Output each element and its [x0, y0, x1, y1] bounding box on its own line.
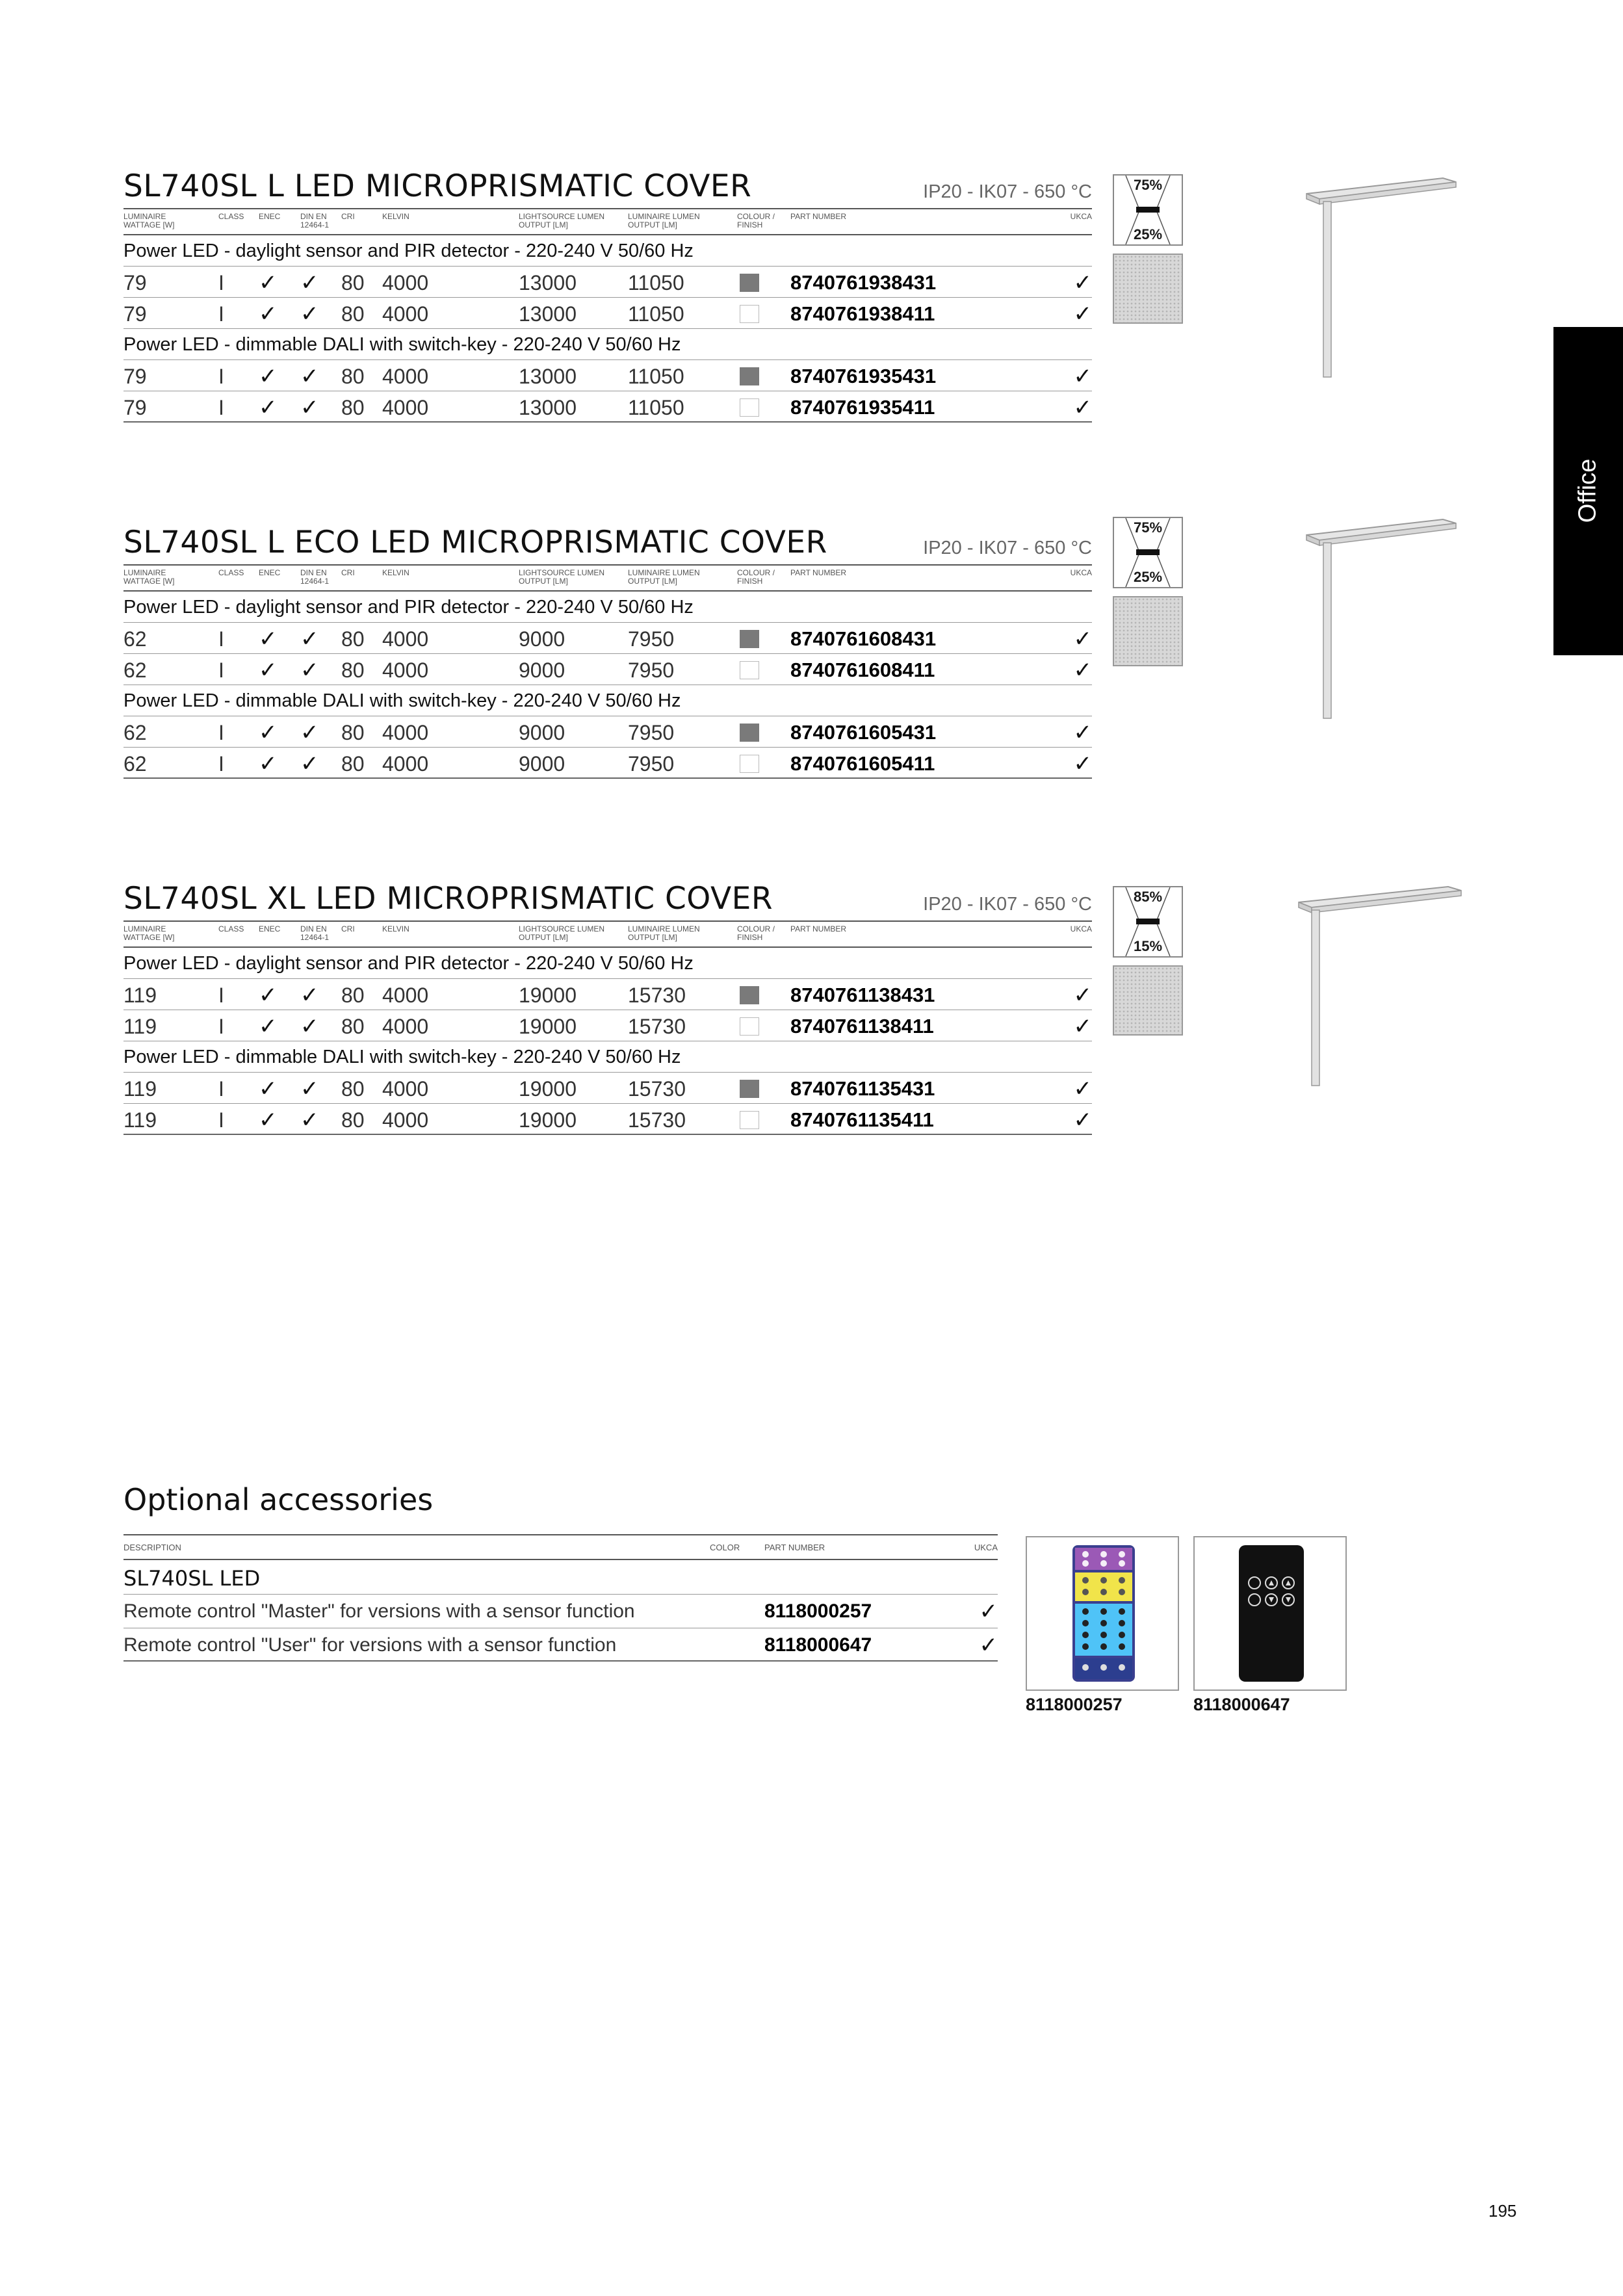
enec-check-icon: ✓ — [259, 270, 278, 295]
luminaire-lumen-cell: 7950 — [628, 721, 675, 744]
cri-cell: 80 — [341, 1108, 365, 1132]
wattage-cell: 62 — [123, 627, 147, 651]
col-luminaire-lumen: LUMINAIRE LUMEN OUTPUT [LM] — [628, 924, 700, 942]
din-check-icon: ✓ — [300, 1076, 319, 1101]
cri-cell: 80 — [341, 627, 365, 651]
col-din: DIN EN 12464-1 — [300, 212, 330, 229]
downlight-percentage: 25% — [1133, 569, 1163, 585]
enec-check-icon: ✓ — [259, 395, 278, 420]
kelvin-cell: 4000 — [382, 302, 429, 326]
luminaire-lumen-cell: 11050 — [628, 302, 684, 326]
light-distribution-icon — [1113, 174, 1183, 246]
ukca-check-icon: ✓ — [1073, 658, 1092, 683]
class-cell: I — [218, 659, 224, 682]
ukca-check-icon: ✓ — [1073, 1108, 1092, 1132]
section-title: SL740SL XL LED MICROPRISMATIC COVER — [123, 881, 773, 917]
colour-swatch — [740, 724, 759, 742]
group-label: Power LED - dimmable DALI with switch-key - 220-240 V 50/60 Hz — [123, 685, 1092, 716]
lightsource-lumen-cell: 19000 — [519, 1077, 577, 1101]
din-check-icon: ✓ — [300, 395, 319, 420]
colour-swatch — [740, 367, 759, 385]
table-header — [123, 564, 1092, 592]
lightsource-lumen-cell: 13000 — [519, 365, 577, 388]
colour-swatch — [740, 274, 759, 292]
cri-cell: 80 — [341, 271, 365, 294]
table-row[interactable] — [123, 391, 1092, 423]
din-check-icon: ✓ — [300, 720, 319, 745]
wattage-cell: 79 — [123, 271, 147, 294]
lightsource-lumen-cell: 19000 — [519, 1015, 577, 1038]
col-part-number: PART NUMBER — [764, 1543, 825, 1552]
product-section — [123, 880, 1092, 1135]
enec-check-icon: ✓ — [259, 302, 278, 326]
section-title-row — [123, 168, 1092, 208]
wattage-cell: 79 — [123, 396, 147, 419]
remote-user-caption: 8118000647 — [1193, 1695, 1290, 1714]
remote-user-icon — [1195, 1537, 1345, 1689]
colour-swatch — [740, 1080, 759, 1098]
colour-swatch — [740, 398, 759, 417]
group-label: Power LED - daylight sensor and PIR detector - 220-240 V 50/60 Hz — [123, 235, 1092, 267]
col-colour: COLOUR / FINISH — [737, 924, 775, 942]
group-label: Power LED - dimmable DALI with switch-key - 220-240 V 50/60 Hz — [123, 1041, 1092, 1073]
part-number-cell: 8740761935411 — [790, 396, 935, 419]
part-number-cell: 8740761605411 — [790, 752, 935, 775]
lightsource-lumen-cell: 9000 — [519, 721, 565, 744]
kelvin-cell: 4000 — [382, 721, 429, 744]
col-class: CLASS — [218, 924, 244, 933]
part-number-cell: 8740761605431 — [790, 721, 937, 744]
group-label: Power LED - daylight sensor and PIR detector - 220-240 V 50/60 Hz — [123, 592, 1092, 623]
col-enec: ENEC — [259, 212, 281, 221]
luminaire-lumen-cell: 15730 — [628, 984, 686, 1007]
col-cri: CRI — [341, 568, 355, 577]
lightsource-lumen-cell: 19000 — [519, 1108, 577, 1132]
col-ukca: UKCA — [974, 1543, 998, 1552]
kelvin-cell: 4000 — [382, 1015, 429, 1038]
lightsource-lumen-cell: 13000 — [519, 271, 577, 294]
lightsource-lumen-cell: 9000 — [519, 627, 565, 651]
remote-master-image — [1026, 1536, 1179, 1691]
remote-user-image — [1193, 1536, 1347, 1691]
cri-cell: 80 — [341, 1015, 365, 1038]
table-row[interactable] — [123, 623, 1092, 654]
accessory-part-number: 8118000647 — [764, 1634, 872, 1656]
din-check-icon: ✓ — [300, 1014, 319, 1039]
enec-check-icon: ✓ — [259, 720, 278, 745]
luminaire-lumen-cell: 15730 — [628, 1108, 686, 1132]
downlight-percentage: 15% — [1133, 938, 1163, 954]
cri-cell: 80 — [341, 365, 365, 388]
accessories-header — [123, 1534, 998, 1560]
spec-rating: IP20 - IK07 - 650 °C — [923, 181, 1092, 202]
cri-cell: 80 — [341, 659, 365, 682]
wattage-cell: 119 — [123, 1015, 157, 1038]
table-row[interactable] — [123, 298, 1092, 329]
enec-check-icon: ✓ — [259, 983, 278, 1008]
light-distribution-icon — [1113, 517, 1183, 588]
cri-cell: 80 — [341, 984, 365, 1007]
col-ukca: UKCA — [1070, 568, 1092, 577]
table-row[interactable] — [123, 979, 1092, 1010]
kelvin-cell: 4000 — [382, 984, 429, 1007]
enec-check-icon: ✓ — [259, 1014, 278, 1039]
floor-lamp-icon — [1300, 517, 1462, 728]
light-distribution-icon — [1113, 886, 1183, 958]
section-title: SL740SL L ECO LED MICROPRISMATIC COVER — [123, 525, 827, 560]
part-number-cell: 8740761608431 — [790, 627, 937, 650]
col-lightsource-lumen: LIGHTSOURCE LUMEN OUTPUT [LM] — [519, 924, 605, 942]
class-cell: I — [218, 627, 224, 651]
cri-cell: 80 — [341, 1077, 365, 1101]
ukca-check-icon: ✓ — [979, 1599, 998, 1624]
class-cell: I — [218, 1108, 224, 1132]
luminaire-lumen-cell: 7950 — [628, 752, 675, 776]
col-colour: COLOUR / FINISH — [737, 212, 775, 229]
luminaire-lumen-cell: 15730 — [628, 1015, 686, 1038]
colour-swatch — [740, 1111, 759, 1129]
table-row[interactable] — [123, 360, 1092, 391]
cri-cell: 80 — [341, 302, 365, 326]
section-title: SL740SL L LED MICROPRISMATIC COVER — [123, 168, 752, 204]
part-number-cell: 8740761938431 — [790, 271, 937, 294]
uplight-percentage: 85% — [1133, 889, 1163, 905]
col-enec: ENEC — [259, 924, 281, 933]
colour-swatch — [740, 986, 759, 1004]
wattage-cell: 79 — [123, 365, 147, 388]
lightsource-lumen-cell: 13000 — [519, 302, 577, 326]
accessories-title: Optional accessories — [123, 1482, 434, 1517]
kelvin-cell: 4000 — [382, 365, 429, 388]
kelvin-cell: 4000 — [382, 659, 429, 682]
section-title-row — [123, 524, 1092, 564]
lightsource-lumen-cell: 13000 — [519, 396, 577, 419]
product-section — [123, 524, 1092, 779]
luminaire-lumen-cell: 7950 — [628, 627, 675, 651]
din-check-icon: ✓ — [300, 302, 319, 326]
col-wattage: LUMINAIRE WATTAGE [W] — [123, 924, 175, 942]
class-cell: I — [218, 396, 224, 419]
col-description: DESCRIPTION — [123, 1543, 181, 1552]
accessory-row[interactable] — [123, 1594, 998, 1628]
enec-check-icon: ✓ — [259, 1108, 278, 1132]
col-enec: ENEC — [259, 568, 281, 577]
part-number-cell: 8740761935431 — [790, 365, 937, 387]
class-cell: I — [218, 1015, 224, 1038]
din-check-icon: ✓ — [300, 983, 319, 1008]
colour-swatch — [740, 630, 759, 648]
downlight-percentage: 25% — [1133, 226, 1163, 242]
wattage-cell: 119 — [123, 1108, 157, 1132]
wattage-cell: 119 — [123, 984, 157, 1007]
enec-check-icon: ✓ — [259, 658, 278, 683]
ukca-check-icon: ✓ — [1073, 395, 1092, 420]
part-number-cell: 8740761938411 — [790, 302, 935, 325]
kelvin-cell: 4000 — [382, 627, 429, 651]
page-number: 195 — [1488, 2201, 1517, 2221]
col-kelvin: KELVIN — [382, 924, 409, 933]
class-cell: I — [218, 1077, 224, 1101]
part-number-cell: 8740761608411 — [790, 659, 935, 681]
col-wattage: LUMINAIRE WATTAGE [W] — [123, 212, 175, 229]
col-colour: COLOUR / FINISH — [737, 568, 775, 586]
ukca-check-icon: ✓ — [1073, 627, 1092, 651]
part-number-cell: 8740761135431 — [790, 1077, 935, 1100]
table-row[interactable] — [123, 716, 1092, 748]
col-cri: CRI — [341, 212, 355, 221]
uplight-percentage: 75% — [1133, 177, 1163, 193]
luminaire-lumen-cell: 7950 — [628, 659, 675, 682]
class-cell: I — [218, 721, 224, 744]
class-cell: I — [218, 984, 224, 1007]
microprismatic-cover-swatch — [1113, 965, 1183, 1036]
wattage-cell: 62 — [123, 721, 147, 744]
spec-rating: IP20 - IK07 - 650 °C — [923, 894, 1092, 915]
accessory-description: Remote control "User" for versions with a sensor function — [123, 1634, 617, 1656]
din-check-icon: ✓ — [300, 364, 319, 389]
accessories-group-label: SL740SL LED — [123, 1566, 261, 1591]
remote-master-icon — [1027, 1537, 1178, 1689]
col-lightsource-lumen: LIGHTSOURCE LUMEN OUTPUT [LM] — [519, 568, 605, 586]
enec-check-icon: ✓ — [259, 627, 278, 651]
col-wattage: LUMINAIRE WATTAGE [W] — [123, 568, 175, 586]
spec-rating: IP20 - IK07 - 650 °C — [923, 538, 1092, 558]
din-check-icon: ✓ — [300, 1108, 319, 1132]
col-ukca: UKCA — [1070, 212, 1092, 221]
group-label: Power LED - dimmable DALI with switch-key - 220-240 V 50/60 Hz — [123, 329, 1092, 360]
class-cell: I — [218, 752, 224, 776]
accessories-section — [123, 1482, 998, 1662]
col-luminaire-lumen: LUMINAIRE LUMEN OUTPUT [LM] — [628, 568, 700, 586]
col-part-number: PART NUMBER — [790, 212, 847, 221]
table-row[interactable] — [123, 748, 1092, 779]
enec-check-icon: ✓ — [259, 751, 278, 776]
col-class: CLASS — [218, 212, 244, 221]
ukca-check-icon: ✓ — [1073, 983, 1092, 1008]
wattage-cell: 62 — [123, 659, 147, 682]
accessory-description: Remote control "Master" for versions with a sensor function — [123, 1600, 635, 1622]
microprismatic-cover-swatch — [1113, 254, 1183, 324]
col-class: CLASS — [218, 568, 244, 577]
din-check-icon: ✓ — [300, 658, 319, 683]
floor-lamp-icon — [1292, 884, 1468, 1095]
colour-swatch — [740, 305, 759, 323]
lightsource-lumen-cell: 9000 — [519, 752, 565, 776]
table-row[interactable] — [123, 1104, 1092, 1135]
wattage-cell: 62 — [123, 752, 147, 776]
ukca-check-icon: ✓ — [1073, 364, 1092, 389]
part-number-cell: 8740761138431 — [790, 984, 935, 1006]
uplight-percentage: 75% — [1133, 519, 1163, 536]
colour-swatch — [740, 1017, 759, 1036]
col-color: COLOR — [710, 1543, 740, 1552]
col-cri: CRI — [341, 924, 355, 933]
col-kelvin: KELVIN — [382, 212, 409, 221]
wattage-cell: 79 — [123, 302, 147, 326]
lightsource-lumen-cell: 9000 — [519, 659, 565, 682]
luminaire-lumen-cell: 15730 — [628, 1077, 686, 1101]
colour-swatch — [740, 661, 759, 679]
section-title-row — [123, 880, 1092, 920]
col-ukca: UKCA — [1070, 924, 1092, 933]
kelvin-cell: 4000 — [382, 1108, 429, 1132]
wattage-cell: 119 — [123, 1077, 157, 1101]
luminaire-lumen-cell: 11050 — [628, 365, 684, 388]
floor-lamp-icon — [1300, 176, 1462, 387]
ukca-check-icon: ✓ — [1073, 751, 1092, 776]
cri-cell: 80 — [341, 752, 365, 776]
part-number-cell: 8740761135411 — [790, 1108, 934, 1131]
ukca-check-icon: ✓ — [1073, 1014, 1092, 1039]
col-din: DIN EN 12464-1 — [300, 924, 330, 942]
col-luminaire-lumen: LUMINAIRE LUMEN OUTPUT [LM] — [628, 212, 700, 229]
remote-master-caption: 8118000257 — [1026, 1695, 1123, 1714]
side-tab-office[interactable] — [1553, 327, 1623, 655]
cri-cell: 80 — [341, 721, 365, 744]
group-label: Power LED - daylight sensor and PIR detector - 220-240 V 50/60 Hz — [123, 948, 1092, 979]
accessory-part-number: 8118000257 — [764, 1600, 872, 1622]
col-din: DIN EN 12464-1 — [300, 568, 330, 586]
luminaire-lumen-cell: 11050 — [628, 396, 684, 419]
ukca-check-icon: ✓ — [1073, 1076, 1092, 1101]
din-check-icon: ✓ — [300, 270, 319, 295]
ukca-check-icon: ✓ — [979, 1633, 998, 1658]
col-part-number: PART NUMBER — [790, 924, 847, 933]
side-tab-label: Office — [1574, 458, 1602, 523]
table-header — [123, 208, 1092, 235]
product-section — [123, 168, 1092, 423]
part-number-cell: 8740761138411 — [790, 1015, 934, 1037]
table-row[interactable] — [123, 1010, 1092, 1041]
kelvin-cell: 4000 — [382, 271, 429, 294]
class-cell: I — [218, 365, 224, 388]
accessory-row[interactable] — [123, 1628, 998, 1662]
table-row[interactable] — [123, 267, 1092, 298]
din-check-icon: ✓ — [300, 627, 319, 651]
table-header — [123, 920, 1092, 948]
class-cell: I — [218, 271, 224, 294]
ukca-check-icon: ✓ — [1073, 720, 1092, 745]
enec-check-icon: ✓ — [259, 364, 278, 389]
table-row[interactable] — [123, 1073, 1092, 1104]
col-kelvin: KELVIN — [382, 568, 409, 577]
din-check-icon: ✓ — [300, 751, 319, 776]
table-row[interactable] — [123, 654, 1092, 685]
kelvin-cell: 4000 — [382, 1077, 429, 1101]
class-cell: I — [218, 302, 224, 326]
colour-swatch — [740, 755, 759, 773]
ukca-check-icon: ✓ — [1073, 270, 1092, 295]
luminaire-lumen-cell: 11050 — [628, 271, 684, 294]
lightsource-lumen-cell: 19000 — [519, 984, 577, 1007]
enec-check-icon: ✓ — [259, 1076, 278, 1101]
kelvin-cell: 4000 — [382, 752, 429, 776]
microprismatic-cover-swatch — [1113, 596, 1183, 666]
cri-cell: 80 — [341, 396, 365, 419]
kelvin-cell: 4000 — [382, 396, 429, 419]
col-lightsource-lumen: LIGHTSOURCE LUMEN OUTPUT [LM] — [519, 212, 605, 229]
col-part-number: PART NUMBER — [790, 568, 847, 577]
ukca-check-icon: ✓ — [1073, 302, 1092, 326]
